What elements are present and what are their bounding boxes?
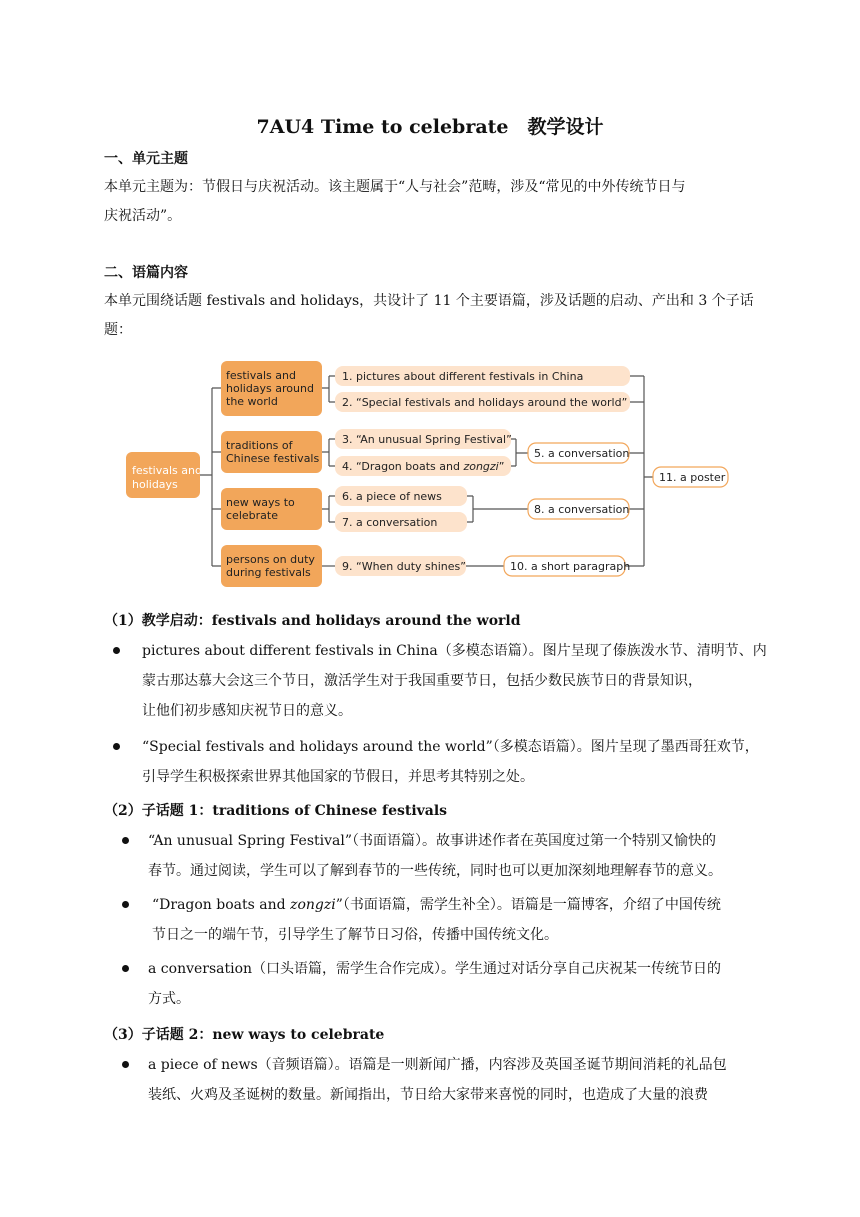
bullet-dot bbox=[113, 743, 120, 750]
topic3-line-1: new ways to bbox=[226, 496, 295, 509]
topic-diagram bbox=[0, 0, 860, 600]
part2-heading: （2）子话题 1：traditions of Chinese festivals bbox=[104, 803, 448, 819]
item7-label: 7. a conversation bbox=[342, 516, 438, 529]
part3-heading: （3）子话题 2：new ways to celebrate bbox=[104, 1027, 385, 1043]
part2-bullet-2 bbox=[152, 890, 721, 950]
item9-label: 9. “When duty shines” bbox=[342, 560, 466, 573]
part3-b1-line-1: a piece of news（音频语篇）。语篇是一则新闻广播，内容涉及英国圣诞节期间消耗的礼品包 bbox=[148, 1057, 727, 1073]
topic2-line-1: traditions of bbox=[226, 439, 293, 452]
root-label-line-2: holidays bbox=[132, 478, 178, 491]
bullet-dot bbox=[122, 965, 129, 972]
part1-b2-line-1: “Special festivals and holidays around the world”（多模态语篇）。图片呈现了墨西哥狂欢节， bbox=[142, 739, 759, 755]
part1-bullet-2 bbox=[142, 732, 759, 792]
item5-label: 5. a conversation bbox=[534, 447, 630, 460]
part1-b1-line-3: 让他们初步感知庆祝节日的意义。 bbox=[142, 703, 352, 719]
topic2-line-2: Chinese festivals bbox=[226, 452, 320, 465]
item4-label bbox=[342, 460, 504, 473]
part1-b2-line-2: 引导学生积极探索世界其他国家的节假日，并思考其特别之处。 bbox=[142, 769, 534, 785]
section1-heading: 一、单元主题 bbox=[104, 151, 188, 167]
part1-b1-line-2: 蒙古那达慕大会这三个节日，激活学生对于我国重要节日，包括少数民族节日的背景知识， bbox=[142, 673, 702, 689]
section2-heading: 二、语篇内容 bbox=[104, 265, 188, 281]
section1-line-1: 本单元主题为：节假日与庆祝活动。该主题属于“人与社会”范畴，涉及“常见的中外传统节日与 bbox=[104, 179, 686, 195]
item4-label-part-1: 4. “Dragon boats and bbox=[342, 460, 464, 473]
part2-b2-line-1 bbox=[152, 890, 721, 920]
item4-label-part-2: zongzi bbox=[463, 460, 499, 473]
section2-line-2: 题： bbox=[104, 322, 132, 338]
item8-label: 8. a conversation bbox=[534, 503, 630, 516]
bullet-dot bbox=[122, 1061, 129, 1068]
topic1-line-3: the world bbox=[226, 395, 278, 408]
part2-b3-line-1: a conversation（口头语篇，需学生合作完成）。学生通过对话分享自己庆祝某一传统节日的 bbox=[148, 961, 722, 977]
item4-label-part-3: ” bbox=[498, 460, 505, 473]
part2-b2-part-3: ”（书面语篇，需学生补全）。语篇是一篇博客，介绍了中国传统 bbox=[335, 897, 721, 913]
document-title: 7AU4 Time to celebrate 教学设计 bbox=[256, 116, 604, 138]
bullet-dot bbox=[122, 901, 129, 908]
part2-b1-line-2: 春节。通过阅读，学生可以了解到春节的一些传统，同时也可以更加深刻地理解春节的意义。 bbox=[148, 863, 722, 879]
item10-label: 10. a short paragraph bbox=[510, 560, 631, 573]
topic3-line-2: celebrate bbox=[226, 509, 278, 522]
item6-label: 6. a piece of news bbox=[342, 490, 442, 503]
part1-bullet-1 bbox=[142, 636, 767, 726]
item3-label: 3. “An unusual Spring Festival” bbox=[342, 433, 512, 446]
part2-bullet-1 bbox=[148, 826, 722, 886]
part2-bullet-3 bbox=[148, 954, 721, 1014]
item1-label: 1. pictures about different festivals in China bbox=[342, 370, 584, 383]
root-label-line-1: festivals and bbox=[132, 464, 202, 477]
part1-heading: （1）教学启动：festivals and holidays around the world bbox=[104, 613, 521, 629]
bullet-dot bbox=[113, 647, 120, 654]
topic4-line-2: during festivals bbox=[226, 566, 311, 579]
part2-b3-line-2: 方式。 bbox=[148, 991, 190, 1007]
topic4-line-1: persons on duty bbox=[226, 553, 315, 566]
part2-b1-line-1: “An unusual Spring Festival”（书面语篇）。故事讲述作者在英国度过第一个特别又愉快的 bbox=[148, 833, 717, 849]
part2-b2-part-1: “Dragon boats and bbox=[152, 897, 291, 913]
part2-b2-line-2: 节日之一的端午节，引导学生了解节日习俗，传播中国传统文化。 bbox=[152, 927, 558, 943]
part2-b2-part-2: zongzi bbox=[290, 897, 336, 913]
item11-label: 11. a poster bbox=[659, 471, 726, 484]
part1-b1-line-1: pictures about different festivals in China（多模态语篇）。图片呈现了傣族泼水节、清明节、内 bbox=[142, 643, 767, 659]
topic1-line-1: festivals and bbox=[226, 369, 296, 382]
bullet-dot bbox=[122, 837, 129, 844]
item2-label: 2. “Special festivals and holidays around the world” bbox=[342, 396, 628, 409]
part3-bullet-1 bbox=[148, 1050, 727, 1110]
section1-line-2: 庆祝活动”。 bbox=[104, 208, 182, 224]
topic1-line-2: holidays around bbox=[226, 382, 314, 395]
part3-b1-line-2: 装纸、火鸡及圣诞树的数量。新闻指出，节日给大家带来喜悦的同时，也造成了大量的浪费 bbox=[148, 1087, 708, 1103]
section2-line-1: 本单元围绕话题 festivals and holidays，共设计了 11 个主要语篇，涉及话题的启动、产出和 3 个子话 bbox=[104, 293, 754, 309]
